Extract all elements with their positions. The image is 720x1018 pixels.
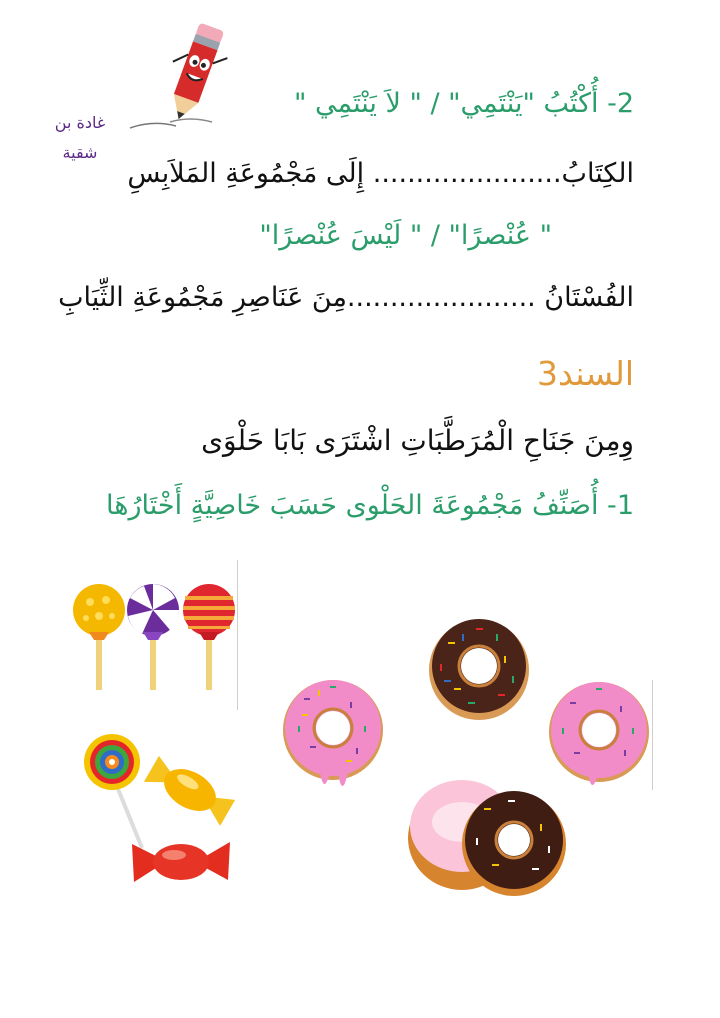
wrapped-candy-icon (142, 748, 238, 832)
donut-icon (280, 668, 386, 804)
swoosh-line (128, 118, 178, 134)
question-1: 1- أُصَنِّفُ مَجْمُوعَةَ الحَلْوى حَسَبَ خَاصِيَّةٍ أَخْتَارُهَا (106, 490, 634, 521)
wrapped-candy-icon (130, 834, 232, 890)
divider (652, 680, 653, 790)
section-title: السند3 (537, 354, 634, 393)
lollipop-icon (126, 582, 182, 692)
context-statement: وِمِنَ جَنَاحِ الْمُرَطَّبَاتِ اشْتَرَى بَابَا حَلْوَى (201, 424, 634, 457)
donut-icon (404, 768, 570, 898)
lollipop-icon (182, 582, 238, 692)
exercise-2-sentence-2: الفُسْتَانُ ......................مِنَ عَنَاصِرِ مَجْمُوعَةِ الثِّيَابِ (58, 282, 634, 313)
lollipop-icon (72, 582, 128, 692)
author-name-line1: غادة بن (54, 113, 106, 132)
exercise-2-sentence-1: الكِتَابُ...................... إِلَى مَجْمُوعَةِ المَلاَبِسِ (127, 158, 634, 189)
pencil-mascot-icon (160, 18, 230, 130)
donut-icon (424, 616, 534, 722)
exercise-2-instruction: 2- أُكْتُبُ "يَنْتَمِي" / " لاَ يَنْتَمِي " (293, 88, 634, 119)
author-signature (40, 108, 120, 168)
exercise-2-options: " عُنْصرًا" / " لَيْسَ عُنْصرًا" (259, 220, 552, 251)
author-name-line2: شقية (62, 143, 98, 162)
